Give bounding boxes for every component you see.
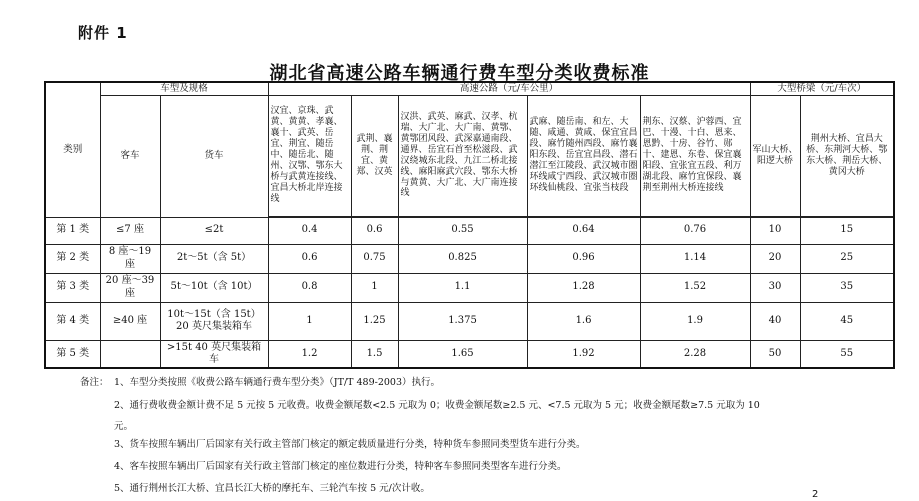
fee-cell: 10: [750, 217, 800, 244]
table-row: [45, 273, 894, 302]
fee-cell: 1.52: [640, 273, 750, 302]
truck-cell: 2t～5t（含 5t）: [160, 244, 268, 273]
fee-cell: 1.25: [351, 302, 398, 340]
fee-cell: 2.28: [640, 340, 750, 368]
fee-cell: 0.4: [268, 217, 351, 244]
route-group-1: 汉宜、京珠、武黄、黄黄、孝襄、襄十、武英、岳宜、荆宜、随岳中、随岳北、随州、汉鄂、鄂东大桥与武黄连接线、宜昌大桥北岸连接线: [268, 95, 351, 216]
bridge-group-1: 军山大桥、阳逻大桥: [750, 95, 800, 216]
fee-cell: 0.6: [351, 217, 398, 244]
passenger-car-header: 客车: [100, 95, 160, 217]
fee-cell: 1.92: [527, 340, 640, 368]
category-cell: 第 2 类: [45, 244, 100, 273]
header-row-2: [45, 95, 894, 216]
fee-cell: 0.825: [398, 244, 527, 273]
passenger-cell: [100, 340, 160, 368]
fee-cell: 35: [800, 273, 894, 302]
fee-cell: 1.9: [640, 302, 750, 340]
route-group-4: 武麻、随岳南、和左、大随、咸通、黄咸、保宜宜昌段、麻竹随州西段、麻竹襄阳东段、岳宜宜昌段、潜石潜江至江陵段、武汉城市圈环线咸宁西段、武汉城市圈环线仙桃段、宜张当枝段: [527, 95, 640, 216]
table-row: [45, 302, 894, 340]
truck-cell: ≤2t: [160, 217, 268, 244]
note-item: 4、客车按照车辆出厂后国家有关行政主管部门核定的座位数进行分类，特种客车参照同类型客车进行分类。: [114, 461, 567, 472]
truck-cell: 10t～15t（含 15t） 20 英尺集装箱车: [160, 302, 268, 340]
fee-cell: 45: [800, 302, 894, 340]
fee-cell: 30: [750, 273, 800, 302]
fee-cell: 15: [800, 217, 894, 244]
table-row: [45, 244, 894, 273]
fee-cell: 40: [750, 302, 800, 340]
notes-label: 备注：: [80, 377, 109, 388]
bridge-group-header: 大型桥梁（元/车次）: [750, 82, 894, 95]
fee-cell: 1.6: [527, 302, 640, 340]
fee-cell: 0.96: [527, 244, 640, 273]
header-row-1: [45, 82, 894, 95]
category-cell: 第 1 类: [45, 217, 100, 244]
fee-cell: 25: [800, 244, 894, 273]
note-item: 2、通行费收费金额计费不足 5 元按 5 元收费。收费金额尾数<2.5 元取为 0；收费金额尾数≥2.5 元、<7.5 元取为 5 元；收费金额尾数≥7.5 元取为 10: [114, 400, 760, 411]
fee-cell: 1.375: [398, 302, 527, 340]
category-header: 类别: [45, 82, 100, 217]
fee-cell: 20: [750, 244, 800, 273]
bridge-group-2: 荆州大桥、宜昌大桥、东荆河大桥、鄂东大桥、荆岳大桥、黄冈大桥: [800, 95, 894, 216]
highway-group-header: 高速公路（元/车公里）: [268, 82, 750, 95]
vehicle-spec-header: 车型及规格: [100, 82, 268, 95]
fee-cell: 0.8: [268, 273, 351, 302]
fee-cell: 0.64: [527, 217, 640, 244]
fee-cell: 1.1: [398, 273, 527, 302]
note-item: 1、车型分类按照《收费公路车辆通行费车型分类》（JT/T 489-2003）执行。: [114, 377, 441, 388]
fee-cell: 0.76: [640, 217, 750, 244]
passenger-cell: 8 座～19 座: [100, 244, 160, 273]
note-item: 元。: [114, 421, 134, 432]
fee-cell: 0.55: [398, 217, 527, 244]
category-cell: 第 4 类: [45, 302, 100, 340]
fee-cell: 0.6: [268, 244, 351, 273]
passenger-cell: 20 座～39 座: [100, 273, 160, 302]
attachment-label: 附件 1: [78, 24, 128, 42]
page-mark: 2: [812, 489, 819, 500]
fee-cell: 50: [750, 340, 800, 368]
passenger-cell: ≤7 座: [100, 217, 160, 244]
note-item: 5、通行荆州长江大桥、宜昌长江大桥的摩托车、三轮汽车按 5 元/次计收。: [114, 483, 430, 494]
fee-cell: 1.2: [268, 340, 351, 368]
fee-cell: 1.14: [640, 244, 750, 273]
truck-cell: >15t 40 英尺集装箱车: [160, 340, 268, 368]
truck-cell: 5t～10t（含 10t）: [160, 273, 268, 302]
category-cell: 第 5 类: [45, 340, 100, 368]
fee-cell: 55: [800, 340, 894, 368]
passenger-cell: ≥40 座: [100, 302, 160, 340]
route-group-2: 武荆、襄荆、荆宜、黄郑、汉英: [351, 95, 398, 216]
category-cell: 第 3 类: [45, 273, 100, 302]
route-group-3: 汉洪、武英、麻武、汉孝、杭瑞、大广北、大广南、黄鄂、黄鄂团风段、武深嘉通南段、通界、岳宜石首至松滋段、武汉绕城东北段、九江二桥北接线、麻阳麻武穴段、鄂东大桥与黄黄、大广北、大广南连接线: [398, 95, 527, 216]
route-group-5: 荆东、汉蔡、沪蓉西、宜巴、十漫、十白、恩来、恩黔、十房、谷竹、郧十、建恩、东卷、保宜襄阳段、宜张宜五段、利万湖北段、麻竹宜保段、襄荆至荆州大桥连接线: [640, 95, 750, 216]
fee-cell: 1: [268, 302, 351, 340]
table-row: [45, 340, 894, 368]
fee-cell: 1.28: [527, 273, 640, 302]
table-row: [45, 217, 894, 244]
fee-cell: 1: [351, 273, 398, 302]
document-title: 湖北省高速公路车辆通行费车型分类收费标准: [269, 63, 650, 84]
truck-header: 货车: [160, 95, 268, 217]
fee-cell: 1.65: [398, 340, 527, 368]
fee-standard-table: [44, 81, 895, 369]
fee-cell: 0.75: [351, 244, 398, 273]
fee-cell: 1.5: [351, 340, 398, 368]
note-item: 3、货车按照车辆出厂后国家有关行政主管部门核定的额定载质量进行分类，特种货车参照同类型货车进行分类。: [114, 439, 586, 450]
